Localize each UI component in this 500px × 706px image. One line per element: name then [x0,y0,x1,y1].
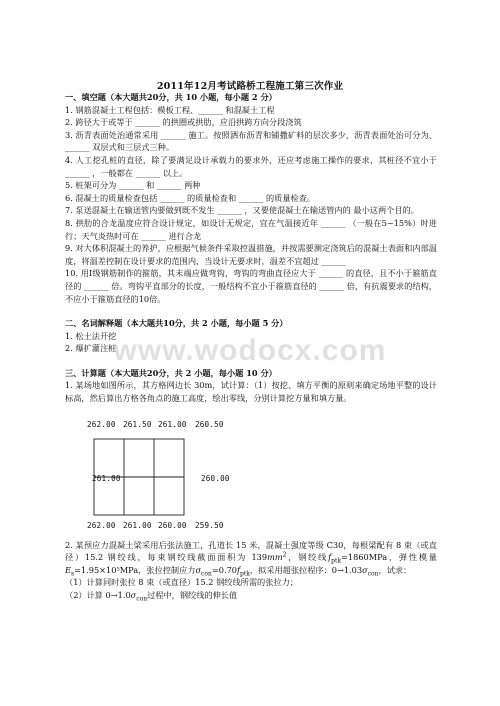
fill-question-3: 3. 沥青表面处治通常采用 ______ 施工。按照洒布沥青和铺撒矿料的层次多少，沥青表面处治可分为、______ 双层式和三层式三种。 [65,129,437,153]
elevation-label: 259.50 [195,520,224,530]
elevation-label: 261.00 [92,473,121,483]
fill-question-2: 2. 跨径大于或等于 ______ 的拱圈或拱肋，应沿拱跨方向分段浇筑 [65,117,302,128]
fill-question-8: 8. 拱肋的合龙温度应符合设计规定，如设计无规定，宜在气温接近年 ______ （一般在5~15%）时进行；天气炎热时可在 ______ 进行合龙 [65,217,437,241]
elevation-label: 261.50 [123,419,152,429]
fill-question-10: 10. 用Ⅰ级钢筋制作的箍筋，其末端应做弯钩，弯钩的弯曲直径应大于 ______ 的直径，且不小于箍筋直径的 ______ 倍。弯钩平直部分的长度，一般结构不宜小于箍筋直径的 ______ 倍，有抗震要求的结构，不应小于箍筋直径的10倍。 [65,268,437,304]
elevation-label: 262.00 [87,419,116,429]
calc-question-2-part-1: （1）计算同时张拉 8 束（或直径）15.2 钢绞线所需的张拉力； [65,577,298,588]
calc-question-1: 1. 某场地如图所示，其方格网边长 30m，试计算：（1）按挖、填方平衡的原则来确定场地平整的设计标高，然后算出方格各角点的施工高度，绘出零线，分别计算挖方量和填方量。 [65,380,437,404]
elevation-label: 260.50 [195,419,224,429]
fill-question-5: 5. 桩架可分为 ______ 和 ______ 两种 [65,180,201,191]
elevation-label: 262.00 [87,520,116,530]
elevation-label: 261.00 [123,520,152,530]
section-fill-heading: 一、填空题（本大题共20分，共 10 小题，每小题 2 分） [65,92,277,102]
elevation-label: 261.00 [158,419,187,429]
grid-lines [65,407,437,539]
calc-question-2-part-2: （2）计算 $0\to 1.0\sigma_{con}$过程中，钢绞线的伸长值 [65,590,238,603]
document-content [65,91,437,602]
fill-question-9: 9. 对大体积混凝土的养护，应根据气候条件采取控温措施，并按需要测定浇筑后的混凝土表面和内部温度，将温差控制在设计要求的范围内，当设计无要求时，温差不宜超过 ______ [65,243,437,266]
grid-figure [65,407,437,539]
section-terms-heading: 二、名词解释题（本大题共10分，共 2 小题，每小题 5 分） [65,318,288,329]
elevation-label: 260.00 [201,473,230,483]
terms-question-2: 2. 爆扩灌注桩 [65,343,117,354]
document-title: 2011年12月考试路桥工程施工第三次作业 [156,81,344,92]
fill-question-7: 7. 泵送混凝土在输送管内要做到既不发生 ______ ，又要使混凝土在输送管内的 最小这两个目的。 [65,205,419,216]
fill-question-6: 6. 混凝土的质量检查包括 ______ 的质量检查和 ______ 的质量检查。 [65,192,316,203]
section-calc-heading: 三、计算题（本大题共20分，共 2 小题，每小题 10 分） [65,367,277,378]
terms-question-1: 1. 松土法开挖 [65,330,117,341]
fill-question-4: 4. 人工挖孔桩的直径，除了要满足设计承载力的要求外，还应考虑施工操作的要求，其桩径不宜小于 ______ ，一般都在 ______ 以上。 [65,154,437,178]
elevation-label: 260.00 [158,520,187,530]
fill-question-1: 1. 钢筋混凝土工程包括：模板工程、______ 和混凝土工程 [65,104,275,115]
watermark: www.wodocx.com [113,334,387,367]
calc-question-2: 2. 某预应力混凝土梁采用后张法施工，孔道长 15 米，混凝土强度等级 C30，每根梁配有 8 束（或直径）15.2 钢绞线，每束钢绞线截面面积为 $139mm^2$，钢绞线$f_{ptk}=1860MPa$，弹性模量$E_s=1.95\times 10^5MPa$，张拉控制应力$\sigma_{con}=0.70f_{ptk}$，拟采用超张拉程序：$0\to 1.03\sigma_{con}$，试求： [65,539,437,578]
